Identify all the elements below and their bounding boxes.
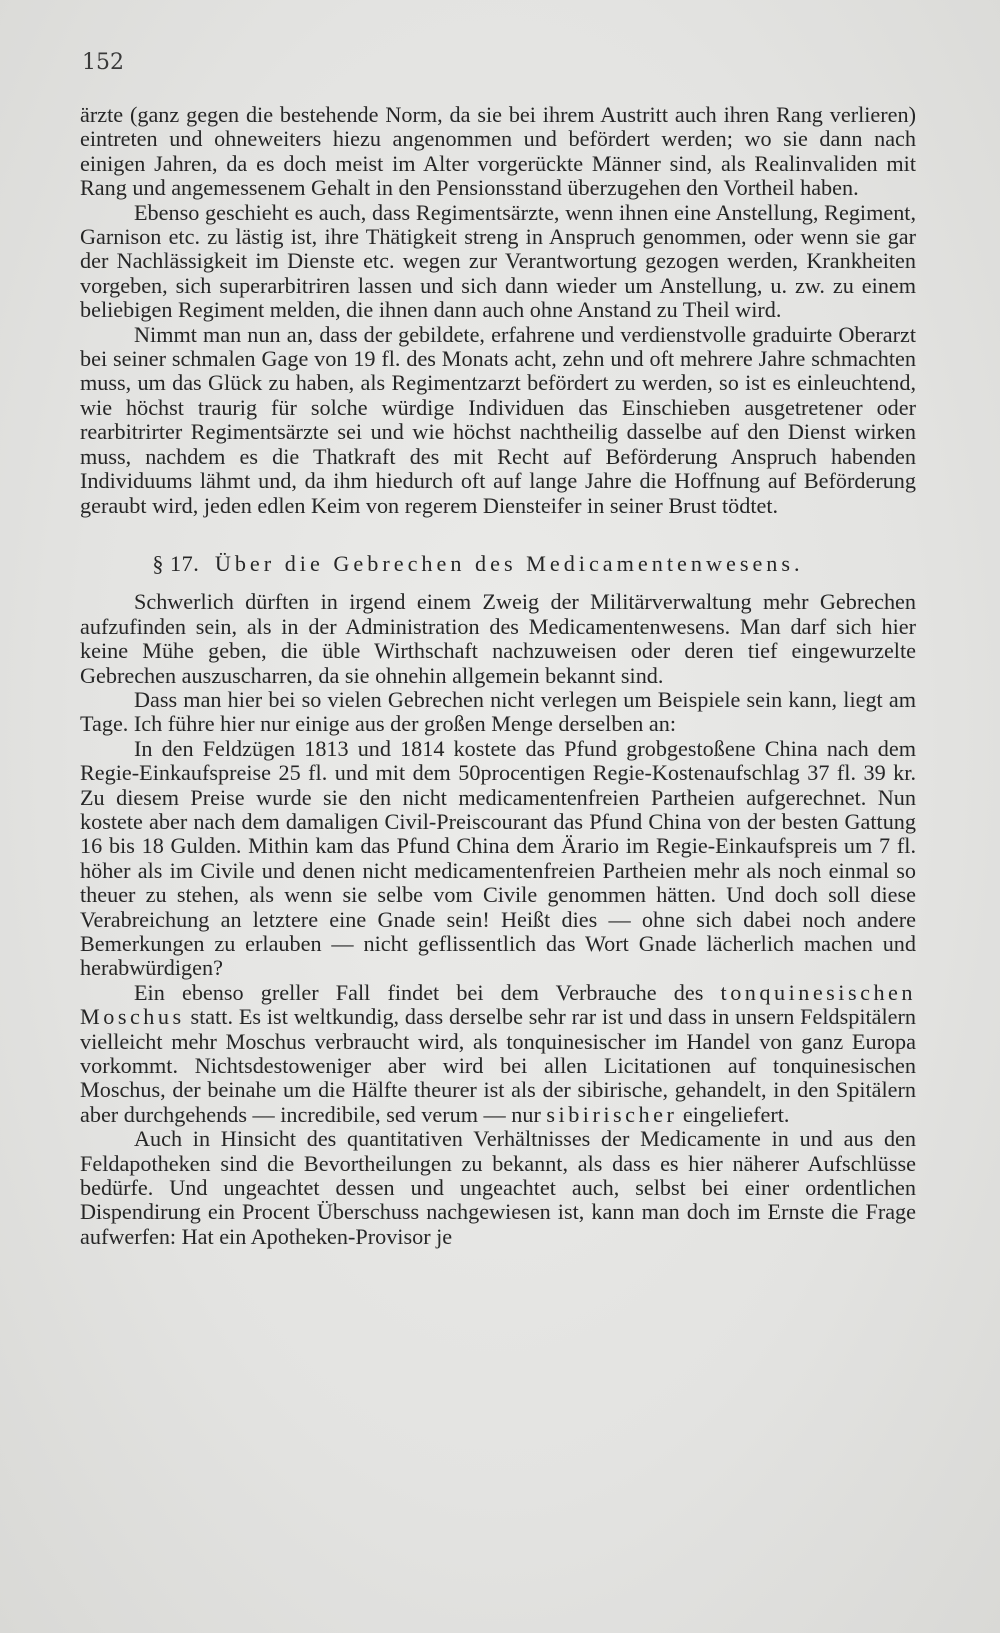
paragraph: Dass man hier bei so vielen Gebrechen nicht verlegen um Beispiele sein kann, liegt am Tage. Ich führe hier nur einige aus der großen Menge derselben an:	[80, 686, 916, 737]
text-run: statt. Es ist weltkundig, dass derselbe sehr rar ist und dass in unsern Feldspitälern vielleicht mehr Moschus verbraucht wird, als tonquinesischer im Handel von ganz Europa vorkommt. Nichtsdestoweniger aber wird bei allen Licitationen auf tonquinesischen Moschus, der beinahe um die Hälfte theurer ist als der sibirische, gehandelt, in den Spitälern aber durchgehends — incredibile, sed verum — nur	[80, 1004, 916, 1127]
paragraph: Nimmt man nun an, dass der gebildete, erfahrene und verdienstvolle graduirte Oberarzt bei seiner schmalen Gage von 19 fl. des Monats acht, zehn und oft mehrere Jahre schmachten muss, um das Glück zu haben, als Regimentzarzt befördert zu werden, so ist es einleuchtend, wie höchst traurig für solche würdige Individuen das Einschieben ausgetretener oder rearbitrirter Regimentsärzte sei und wie höchst nachtheilig dasselbe auf den Dienst wirken muss, nachdem es die Thatkraft des mit Recht auf Beförderung Anspruch habenden Individuums lähmt und, da ihm hiedurch oft auf lange Jahre die Hoffnung auf Beförderung geraubt wird, jeden edlen Keim von regerem Diensteifer in seiner Brust tödtet.	[80, 321, 916, 518]
section-heading	[80, 552, 916, 576]
section-number: § 17.	[152, 550, 200, 576]
emphasis-tonquinesischen-moschus: tonquinesischen Moschus	[80, 979, 916, 1030]
paragraph-continuation: ärzte (ganz gegen die bestehende Norm, da sie bei ihrem Austritt auch ihren Rang verlieren) eintreten und ohneweiters hiezu angenommen und befördert werden; wo sie dann nach einigen Jahren, da es doch meist im Alter vorgerückte Männer sind, als Realinvaliden mit Rang und angemessenem Gehalt in den Pensionsstand überzugehen den Vortheil haben.	[80, 102, 916, 201]
paragraph-moschus	[80, 981, 916, 1127]
paragraph-last: Auch in Hinsicht des quantitativen Verhältnisses der Medicamente in und aus den Feldapotheken sind die Bevortheilungen zu bekannt, als dass es hier näherer Aufschlüsse bedürfe. Und ungeachtet dessen und ungeachtet auch, selbst bei einer ordentlichen Dispendirung ein Procent Überschuss nachgewiesen ist, kann man doch im Ernste die Frage aufwerfen: Hat ein Apotheken-Provisor je	[80, 1126, 916, 1249]
paragraph: Schwerlich dürften in irgend einem Zweig der Militärverwaltung mehr Gebrechen aufzufinden sein, als in der Administration des Medicamentenwesens. Man darf sich hier keine Mühe geben, die üble Wirthschaft nachzuweisen oder deren tief eingewurzelte Gebrechen auszuscharren, da sie ohnehin allgemein bekannt sind.	[80, 589, 916, 688]
paragraph: Ebenso geschieht es auch, dass Regimentsärzte, wenn ihnen eine Anstellung, Regiment, Garnison etc. zu lästig ist, ihre Thätigkeit streng in Anspruch genommen, oder wenn sie gar der Nachlässigkeit im Dienste etc. wegen zur Verantwortung gezogen werden, Krankheiten vorgeben, sich superarbitriren lassen und sich dann wieder um Anstellung, u. zw. zu einem beliebigen Regiment melden, die ihnen dann auch ohne Anstand zu Theil wird.	[80, 199, 916, 323]
page-body	[80, 103, 916, 1249]
emphasis-sibirischer: sibirischer	[546, 1101, 678, 1127]
section-title: Über die Gebrechen des Medicamentenwesens.	[214, 550, 804, 576]
text-run: eingeliefert.	[677, 1101, 790, 1127]
page-number: 152	[82, 50, 124, 75]
text-run: Ein ebenso greller Fall findet bei dem Verbrauche des	[134, 979, 721, 1005]
paragraph: In den Feldzügen 1813 und 1814 kostete das Pfund grobgestoßene China nach dem Regie-Einkaufspreise 25 fl. und mit dem 50procentigen Regie-Kostenaufschlag 37 fl. 39 kr. Zu diesem Preise wurde sie den nicht medicamentenfreien Partheien aufgerechnet. Nun kostete aber nach dem damaligen Civil-Preiscourant das Pfund China von der besten Gattung 16 bis 18 Gulden. Mithin kam das Pfund China dem Ärario im Regie-Einkaufspreis um 7 fl. höher als im Civile und denen nicht medicamentenfreien Partheien mehr als noch einmal so theuer zu stehen, als wenn sie selbe vom Civile genommen hätten. Und doch soll diese Verabreichung an letztere eine Gnade sein! Heißt dies — ohne sich dabei noch andere Bemerkungen zu erlauben — nicht geflissentlich das Wort Gnade lächerlich machen und herabwürdigen?	[80, 735, 916, 981]
